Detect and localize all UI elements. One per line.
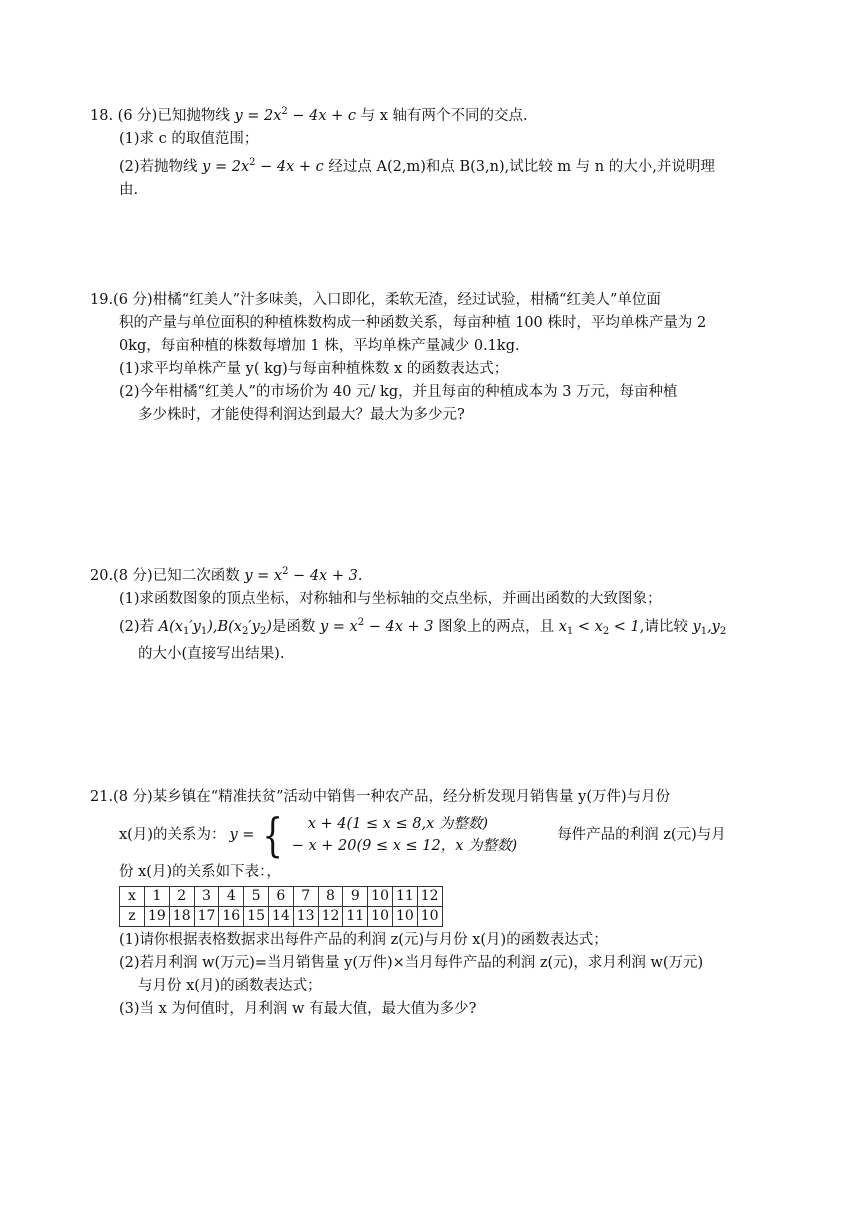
q18-part2-formula: $y = 2x^2 - 4x + c$ [202, 157, 324, 175]
q21-part-3: (3)当 x 为何值时，月利润 w 有最大值，最大值为多少? [119, 1001, 477, 1017]
table-cell: 5 [244, 887, 269, 907]
q18-part-2-continued: 由. [119, 182, 139, 198]
table-cell: 10 [368, 907, 393, 927]
q20-function: $y = x^2 - 4x + 3$ [319, 617, 434, 635]
table-cell: 13 [293, 907, 318, 927]
table-cell: 11 [392, 887, 417, 907]
case-1: x + 4(1 ≤ x ≤ 8,x 为整数) [307, 816, 489, 832]
table-cell: 15 [244, 907, 269, 927]
q19-part-2-continued: 多少株时，才能使得利润达到最大？最大为多少元? [138, 407, 465, 423]
q18-stem-formula: $y = 2x^2 - 4x + c$ [234, 106, 357, 124]
q19-stem-line-3: 0kg，每亩种植的株数每增加 1 株，平均单株产量减少 0.1kg. [119, 338, 520, 354]
q19-stem-line-2: 积的产量与单位面积的种植株数构成一种函数关系，每亩种植 100 株时，平均单株产量为 2 [119, 315, 707, 331]
q21-piecewise-line: x(月)的关系为： y = { x + 4(1 ≤ x ≤ 8,x 为整数) − x + 20(9 ≤ x ≤ 12，x 为整数) 每件产品的利润 z(元)与月 [119, 808, 726, 862]
question-19 [90, 289, 810, 427]
profit-table [119, 886, 443, 927]
q20-stem: 20.(8 分)已知二次函数 $y = x^2 - 4x + 3$. [90, 566, 363, 584]
table-cell: 2 [169, 887, 194, 907]
q20-part-2: (2)若 $A(x_1'y_1),B(x_2'y_2)$是函数 $y = x^2 - 4x + 3$ 图象上的两点，且 $x_1 < x_2 < 1$,请比较 $y_1,y_2$ [119, 617, 727, 637]
table-cell: 1 [145, 887, 170, 907]
q18-stem: 18. (6 分)已知抛物线 $y = 2x^2 - 4x + c$ 与 x 轴有两个不同的交点. [90, 106, 528, 124]
table-cell: 10 [417, 907, 442, 927]
q18-part-2: (2)若抛物线 $y = 2x^2 - 4x + c$ 经过点 A(2,m)和点 B(3,n),试比较 m 与 n 的大小,并说明理 [119, 157, 715, 175]
question-18 [90, 100, 810, 202]
q20-part-1: (1)求函数图象的顶点坐标，对称轴和与坐标轴的交点坐标，并画出函数的大致图象； [119, 591, 662, 607]
table-cell: 19 [145, 907, 170, 927]
table-cell: 6 [268, 887, 293, 907]
table-cell: 9 [343, 887, 368, 907]
q21-stem-line-1: 21.(8 分)某乡镇在“精准扶贫”活动中销售一种农产品，经分析发现月销售量 y(万件)与月份 [90, 789, 671, 805]
table-cell: 8 [318, 887, 343, 907]
q21-part-2: (2)若月利润 w(万元)=当月销售量 y(万件)×当月每件产品的利润 z(元)，求月利润 w(万元) [119, 955, 704, 971]
q20-vars: $y_1,y_2$ [692, 619, 727, 637]
q20-inequality: $x_1 < x_2 < 1$ [558, 619, 640, 637]
table-cell: 18 [169, 907, 194, 927]
table-cell: 14 [268, 907, 293, 927]
table-row [120, 887, 443, 907]
q19-stem-line-1: 19.(6 分)柑橘“红美人”汁多味美，入口即化，柔软无渣，经过试验，柑橘“红美人”单位面 [90, 292, 661, 308]
q18-part-1: (1)求 c 的取值范围； [119, 131, 259, 147]
table-cell: 11 [343, 907, 368, 927]
question-21 [90, 786, 810, 1021]
table-row-label: z [120, 907, 145, 927]
q19-part-2: (2)今年柑橘“红美人”的市场价为 40 元/ kg，并且每亩的种植成本为 3 万元，每亩种植 [119, 384, 678, 400]
q21-part-2-continued: 与月份 x(月)的函数表达式； [138, 978, 322, 994]
table-cell: 7 [293, 887, 318, 907]
brace-symbol: { [262, 808, 284, 862]
table-cell: 12 [318, 907, 343, 927]
q20-points: $A(x_1'y_1),B(x_2'y_2)$ [158, 619, 272, 637]
question-20 [90, 560, 810, 666]
table-cell: 4 [219, 887, 244, 907]
q21-piecewise-function: y = { x + 4(1 ≤ x ≤ 8,x 为整数) − x + 20(9 ≤ x ≤ 12，x 为整数) [229, 808, 518, 862]
table-cell: 10 [368, 887, 393, 907]
case-2: − x + 20(9 ≤ x ≤ 12，x 为整数) [291, 838, 518, 854]
piecewise-cases [292, 813, 517, 857]
table-cell: 3 [194, 887, 219, 907]
table-row-label: x [120, 887, 145, 907]
q20-part-2-continued: 的大小(直接写出结果). [138, 646, 285, 662]
table-cell: 10 [392, 907, 417, 927]
q21-stem-line-3: 份 x(月)的关系如下表：， [119, 864, 281, 880]
q19-part-1: (1)求平均单株产量 y( kg)与每亩种植株数 x 的函数表达式； [119, 361, 509, 377]
q20-stem-formula: $y = x^2 - 4x + 3$. [244, 566, 363, 584]
q21-part-1: (1)请你根据表格数据求出每件产品的利润 z(元)与月份 x(月)的函数表达式； [119, 932, 608, 948]
table-row [120, 907, 443, 927]
table-cell: 16 [219, 907, 244, 927]
table-cell: 17 [194, 907, 219, 927]
table-cell: 12 [417, 887, 442, 907]
